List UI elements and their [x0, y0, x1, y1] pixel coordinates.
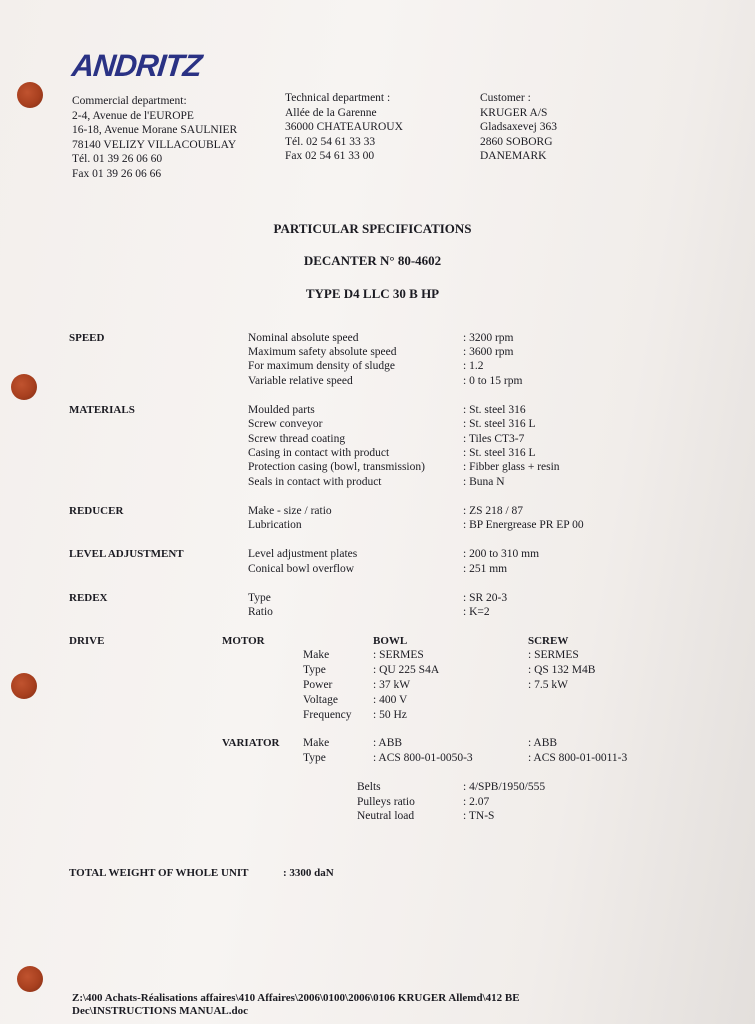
- bowl-value: : SERMES: [373, 649, 424, 661]
- screw-value: : SERMES: [528, 649, 579, 661]
- file-path-line: Z:\400 Achats-Réalisations affaires\410 Affaires\2006\0100\2006\0106 KRUGER Allemd\412 BE: [72, 992, 520, 1004]
- address-line: 16-18, Avenue Morane SAULNIER: [72, 124, 238, 136]
- address-line: 78140 VELIZY VILLACOUBLAY: [72, 138, 237, 151]
- commercial-address: [72, 94, 237, 181]
- binder-hole: [17, 82, 43, 108]
- spec-name: Nominal absolute speed: [248, 332, 359, 344]
- address-line: Tél. 02 54 61 33 33: [285, 135, 376, 148]
- drive-param: Power: [303, 679, 333, 691]
- address-line: DANEMARK: [480, 150, 547, 162]
- technical-address: [285, 91, 403, 164]
- spec-value: : St. steel 316 L: [463, 418, 536, 430]
- drive-extra-value: : TN-S: [463, 810, 495, 822]
- address-line: Tél. 01 39 26 06 60: [72, 153, 163, 165]
- spec-name: Make - size / ratio: [248, 505, 332, 517]
- spec-value: : ZS 218 / 87: [463, 505, 524, 517]
- total-weight-label: TOTAL WEIGHT OF WHOLE UNIT: [69, 867, 249, 879]
- address-line: Gladsaxevej 363: [480, 121, 557, 133]
- spec-value: : Fibber glass + resin: [463, 461, 560, 473]
- screw-value: : QS 132 M4B: [528, 664, 596, 676]
- spec-name: Screw thread coating: [248, 433, 346, 445]
- spec-value: : 3600 rpm: [463, 346, 514, 358]
- drive-extra-value: : 4/SPB/1950/555: [463, 781, 546, 793]
- bowl-value: : 50 Hz: [373, 709, 407, 721]
- spec-value: : St. steel 316: [463, 404, 526, 416]
- spec-value: : K=2: [463, 606, 490, 618]
- drive-extra-name: Belts: [357, 781, 381, 793]
- spec-value: : Buna N: [463, 476, 505, 488]
- spec-name: Screw conveyor: [248, 418, 323, 430]
- screw-value: : 7.5 kW: [528, 679, 568, 691]
- section-level-adjustment: LEVEL ADJUSTMENT: [69, 548, 184, 560]
- drive-param: Frequency: [303, 709, 352, 721]
- spec-name: Type: [248, 592, 271, 604]
- bowl-value: : QU 225 S4A: [373, 664, 440, 676]
- binder-hole: [17, 966, 43, 992]
- drive-param: Voltage: [303, 694, 338, 706]
- decanter-number: DECANTER N° 80-4602: [303, 253, 442, 268]
- binder-hole: [11, 673, 37, 699]
- company-logo: ANDRITZ: [70, 48, 203, 83]
- spec-value: : SR 20-3: [463, 592, 508, 604]
- address-line: Commercial department:: [72, 95, 187, 107]
- address-line: Customer :: [480, 92, 531, 104]
- section-reducer: REDUCER: [69, 505, 124, 517]
- bowl-value: : ABB: [373, 737, 403, 749]
- spec-value: : 1.2: [463, 360, 484, 372]
- drive-param: Type: [303, 664, 326, 676]
- section-materials: MATERIALS: [69, 404, 135, 416]
- spec-name: Seals in contact with product: [248, 476, 382, 488]
- spec-name: Moulded parts: [248, 404, 315, 416]
- bowl-value: : ACS 800-01-0050-3: [373, 752, 473, 764]
- spec-value: : BP Energrease PR EP 00: [463, 519, 584, 531]
- bowl-value: : 37 kW: [373, 679, 411, 691]
- variator-label: VARIATOR: [222, 737, 280, 749]
- spec-name: Conical bowl overflow: [248, 563, 355, 575]
- screw-value: : ABB: [528, 737, 558, 749]
- drive-param: Make: [303, 737, 330, 749]
- spec-name: Level adjustment plates: [248, 548, 358, 560]
- drive-extra-value: : 2.07: [463, 796, 490, 808]
- address-line: Fax 02 54 61 33 00: [285, 150, 375, 162]
- decanter-type: TYPE D4 LLC 30 B HP: [305, 286, 440, 301]
- spec-name: Lubrication: [248, 519, 302, 531]
- bowl-value: : 400 V: [373, 694, 408, 706]
- file-path-line: Dec\INSTRUCTIONS MANUAL.doc: [72, 1005, 249, 1017]
- column-screw: SCREW: [528, 635, 569, 647]
- drive-extra-name: Neutral load: [357, 810, 415, 822]
- address-line: Fax 01 39 26 06 66: [72, 167, 162, 180]
- total-weight-value: : 3300 daN: [283, 867, 334, 879]
- address-line: 36000 CHATEAUROUX: [285, 121, 403, 133]
- customer-address: [480, 91, 557, 164]
- screw-value: : ACS 800-01-0011-3: [528, 752, 628, 764]
- spec-name: For maximum density of sludge: [248, 360, 395, 372]
- address-line: KRUGER A/S: [480, 106, 548, 119]
- address-line: Allée de la Garenne: [285, 106, 377, 119]
- spec-value: : St. steel 316 L: [463, 447, 536, 459]
- spec-value: : 0 to 15 rpm: [463, 375, 523, 387]
- section-speed: SPEED: [69, 332, 105, 344]
- section-redex: REDEX: [69, 592, 108, 604]
- spec-value: : 251 mm: [463, 563, 508, 575]
- address-line: 2860 SOBORG: [480, 135, 553, 148]
- drive-param: Type: [303, 752, 326, 764]
- spec-name: Casing in contact with product: [248, 447, 390, 459]
- address-line: 2-4, Avenue de l'EUROPE: [72, 109, 194, 122]
- drive-param: Make: [303, 649, 330, 661]
- spec-name: Maximum safety absolute speed: [248, 346, 397, 358]
- drive-extra-name: Pulleys ratio: [357, 796, 415, 808]
- document-title: PARTICULAR SPECIFICATIONS: [273, 221, 472, 236]
- spec-value: : 200 to 310 mm: [463, 548, 540, 560]
- spec-value: : 3200 rpm: [463, 332, 514, 344]
- address-line: Technical department :: [285, 92, 391, 104]
- spec-value: : Tiles CT3-7: [463, 433, 525, 445]
- section-drive: DRIVE: [69, 635, 105, 647]
- spec-name: Protection casing (bowl, transmission): [248, 461, 425, 473]
- column-bowl: BOWL: [373, 635, 408, 647]
- motor-label: MOTOR: [222, 635, 265, 647]
- spec-name: Variable relative speed: [248, 375, 353, 387]
- spec-name: Ratio: [248, 606, 273, 618]
- binder-hole: [11, 374, 37, 400]
